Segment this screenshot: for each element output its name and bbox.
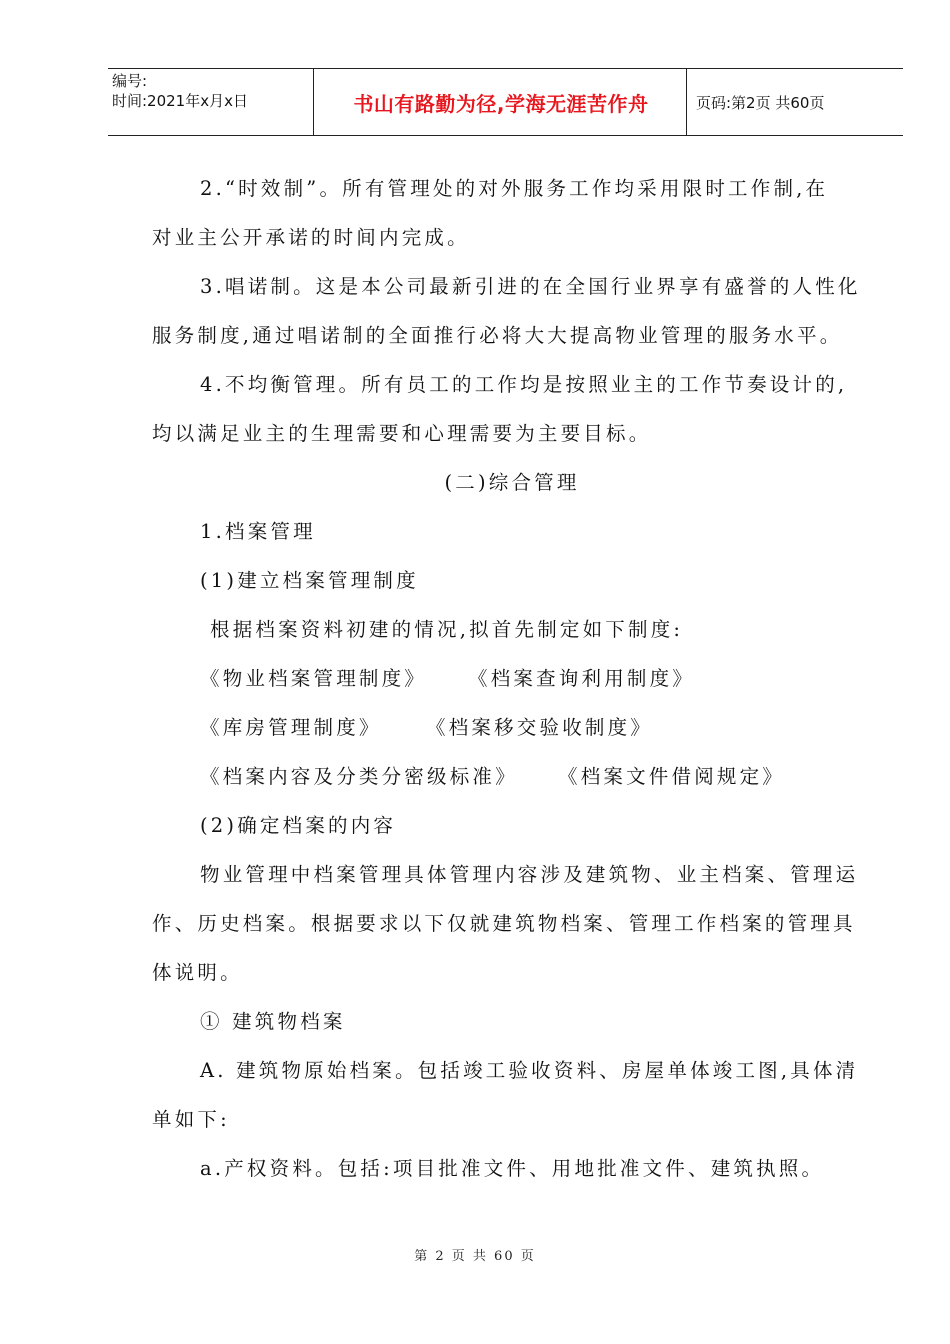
header-page-info: 页码:第2页 共60页	[696, 93, 825, 112]
sub-heading: (2)确定档案的内容	[200, 814, 397, 837]
paragraph-line: 对业主公开承诺的时间内完成。	[152, 226, 470, 249]
paragraph-line: 2.“时效制”。所有管理处的对外服务工作均采用限时工作制,在	[200, 177, 829, 200]
sub-heading: ① 建筑物档案	[200, 1010, 346, 1033]
sub-heading: (1)建立档案管理制度	[200, 569, 419, 592]
book-title: 《档案查询利用制度》	[468, 667, 696, 690]
section-title: (二)综合管理	[444, 471, 580, 494]
paragraph-line: 服务制度,通过唱诺制的全面推行必将大大提高物业管理的服务水平。	[152, 324, 843, 347]
paragraph-line: 均以满足业主的生理需要和心理需要为主要目标。	[152, 422, 652, 445]
header-meta	[112, 71, 248, 111]
header-divider-right	[686, 69, 687, 135]
book-title: 《档案移交验收制度》	[426, 716, 654, 739]
paragraph-line: 物业管理中档案管理具体管理内容涉及建筑物、业主档案、管理运	[200, 863, 859, 886]
paragraph-line: 根据档案资料初建的情况,拟首先制定如下制度:	[210, 618, 684, 641]
page-footer: 第 2 页 共 60 页	[414, 1249, 536, 1264]
book-title: 《库房管理制度》	[200, 716, 382, 739]
book-title: 《物业档案管理制度》	[200, 667, 428, 690]
paragraph-line: 3.唱诺制。这是本公司最新引进的在全国行业界享有盛誉的人性化	[200, 275, 861, 298]
document-header	[108, 68, 903, 136]
book-list-row	[152, 703, 872, 752]
item-heading: 1.档案管理	[200, 520, 316, 543]
book-list-row	[152, 654, 872, 703]
paragraph-line: 作、历史档案。根据要求以下仅就建筑物档案、管理工作档案的管理具	[152, 912, 856, 935]
document-time: 时间:2021年x月x日	[112, 92, 248, 110]
header-motto: 书山有路勤为径,学海无涯苦作舟	[353, 91, 649, 116]
paragraph-line: 单如下:	[152, 1108, 230, 1131]
book-title: 《档案文件借阅规定》	[558, 765, 786, 788]
paragraph-line: 4.不均衡管理。所有员工的工作均是按照业主的工作节奏设计的,	[200, 373, 848, 396]
paragraph-line: a.产权资料。包括:项目批准文件、用地批准文件、建筑执照。	[200, 1157, 825, 1180]
document-body	[152, 164, 872, 1193]
book-list-row	[152, 752, 872, 801]
header-divider-left	[313, 69, 314, 135]
paragraph-line: A. 建筑物原始档案。包括竣工验收资料、房屋单体竣工图,具体清	[200, 1059, 859, 1082]
book-title: 《档案内容及分类分密级标准》	[200, 765, 518, 788]
document-number-label: 编号:	[112, 72, 148, 90]
paragraph-line: 体说明。	[152, 961, 243, 984]
